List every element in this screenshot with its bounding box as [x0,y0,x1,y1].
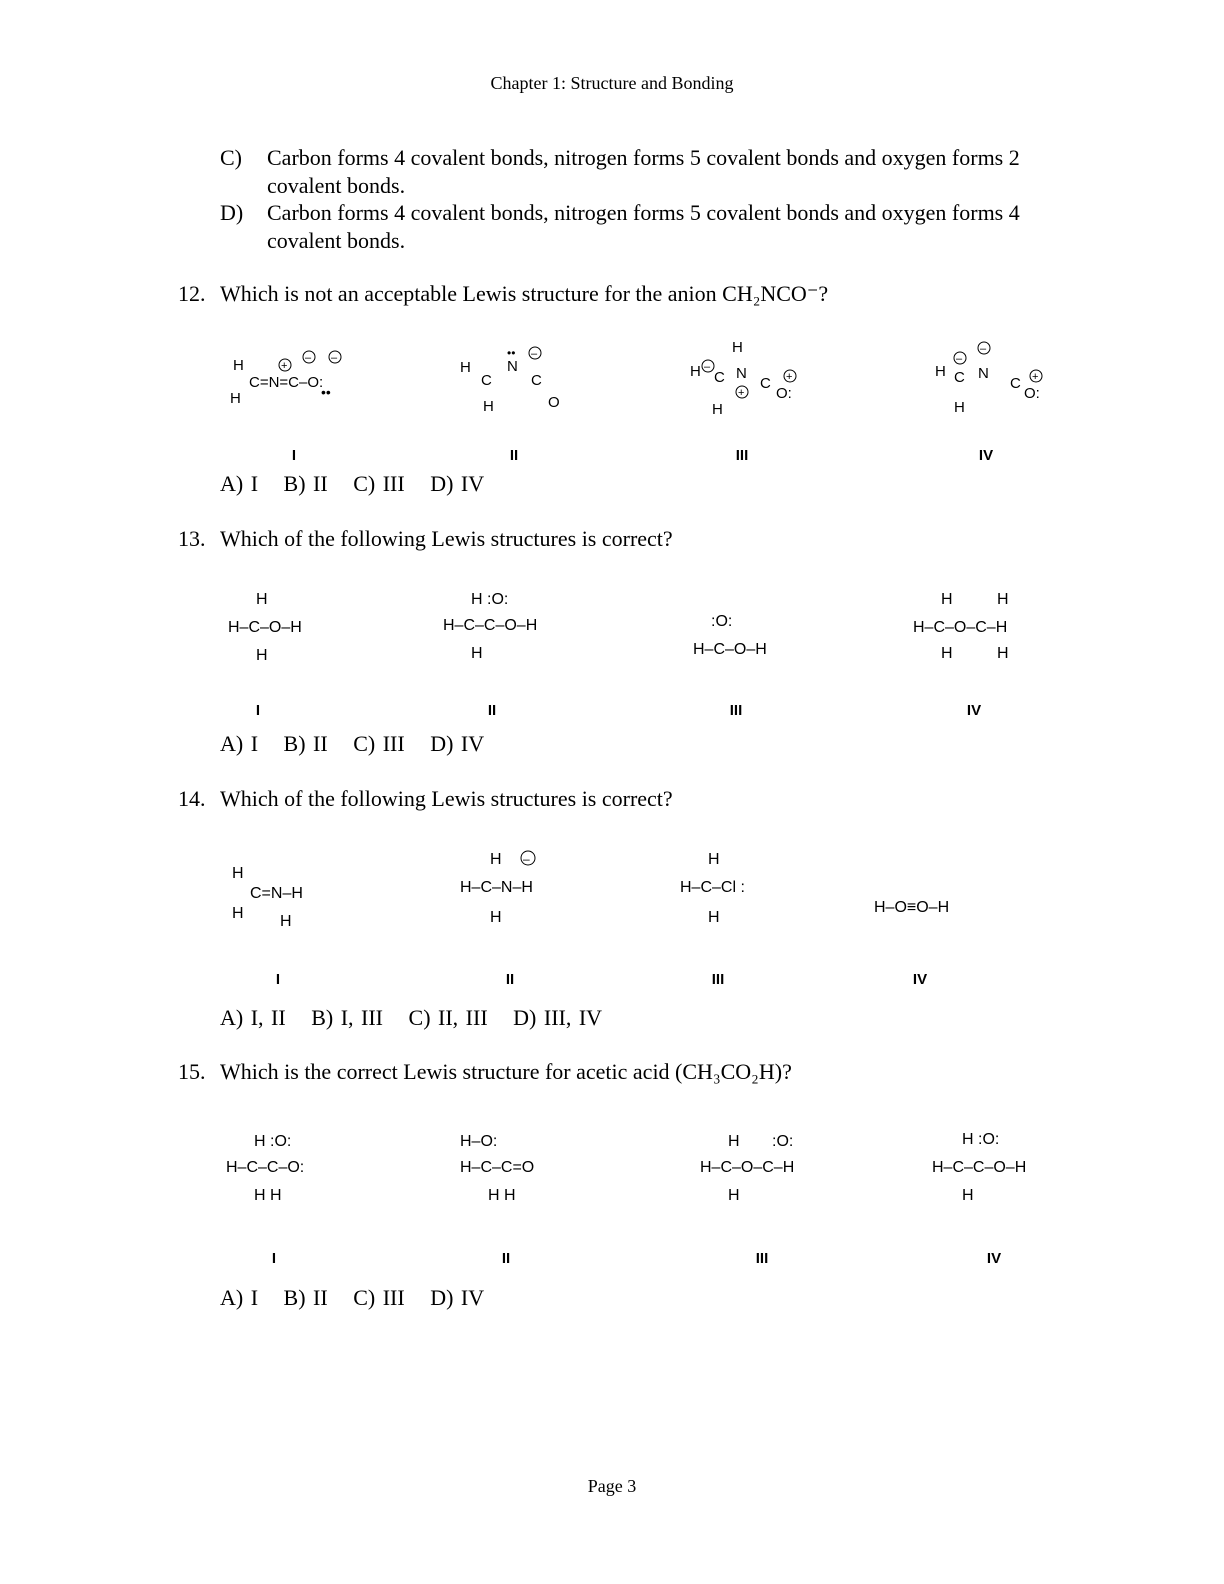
answer-choice[interactable]: D) IV [430,1285,485,1310]
question-text: Which is not an acceptable Lewis structure for the anion CH₂NCO⁻? [220,281,829,306]
answer-choices-14 [220,1005,620,1031]
svg-text:C: C [481,372,492,389]
structure-label-iii: III [729,702,743,719]
svg-text:H: H [962,1187,974,1204]
svg-text:H–O:: H–O: [460,1133,498,1150]
svg-text:–: – [305,352,312,364]
svg-text:O:: O: [1024,385,1040,402]
svg-text:H: H [483,398,494,415]
answer-choice[interactable]: A) I [220,1285,259,1310]
question-text: Which is the correct Lewis structure for acetic acid (CH₃CO₂H)? [220,1059,792,1084]
option-text: Carbon forms 4 covalent bonds, nitrogen forms 5 covalent bonds and oxygen forms 2 covalent bonds. [267,145,1020,198]
lewis-structure-12-i [225,345,355,415]
svg-text:H–C–C–O–H: H–C–C–O–H [932,1159,1027,1176]
svg-text:–: – [331,352,338,364]
svg-text:O:: O: [776,385,792,402]
answer-choice[interactable]: A) I [220,471,259,496]
svg-text:–: – [523,852,530,866]
svg-text:–: – [980,343,987,355]
svg-text:H: H [233,357,244,374]
structure-label-iv: IV [986,1250,1002,1267]
question-number: 14. [178,786,206,811]
svg-text:C: C [954,369,965,386]
question-text: Which of the following Lewis structures is correct? [220,786,673,811]
structure-label-i: I [275,971,281,988]
svg-text:H–C–O–C–H: H–C–O–C–H [913,619,1008,636]
svg-text:N: N [736,365,747,382]
option-d [0,199,1224,255]
answer-choices-13 [220,731,502,757]
lewis-structure-15-ii [460,1118,580,1208]
svg-text:H: H [232,905,244,922]
structure-label-ii: II [509,447,519,464]
lewis-structure-14-iii [680,846,790,926]
lewis-structure-12-ii [455,345,575,415]
svg-text:H: H [728,1187,740,1204]
page-header: Chapter 1: Structure and Bonding [490,73,734,93]
lewis-structure-12-iv [932,338,1052,418]
svg-text:C: C [531,372,542,389]
svg-text:••: •• [321,384,331,400]
lewis-structure-14-i [228,860,338,940]
svg-text:H: H [997,591,1009,608]
svg-text:H–C–O–H: H–C–O–H [693,641,767,658]
svg-text:–: – [531,348,538,360]
option-letter: C) [220,145,242,170]
structure-label-iv: IV [966,702,982,719]
svg-text:H: H [490,909,502,926]
lewis-structure-15-iv [932,1118,1072,1208]
svg-text:+: + [738,387,745,399]
answer-choice[interactable]: C) II, III [408,1005,488,1030]
answer-choice[interactable]: B) II [283,731,328,756]
svg-text:H :O:: H :O: [962,1131,1000,1148]
structure-label-iii: III [711,971,725,988]
svg-text:H: H [280,913,292,930]
svg-text:–: – [704,361,711,373]
lewis-structure-14-iv [874,890,984,920]
answer-choice[interactable]: D) III, IV [513,1005,603,1030]
svg-text:H H: H H [488,1187,516,1204]
answer-choice[interactable]: C) III [353,1285,405,1310]
svg-text:H: H [232,865,244,882]
answer-choices-12 [220,471,502,497]
option-text: Carbon forms 4 covalent bonds, nitrogen forms 5 covalent bonds and oxygen forms 4 covalent bonds. [267,200,1020,253]
svg-text::O:: :O: [711,613,733,630]
svg-text:H: H [941,591,953,608]
svg-text:C=N–H: C=N–H [250,885,303,902]
answer-choice[interactable]: B) II [283,1285,328,1310]
structure-label-ii: II [501,1250,511,1267]
svg-text:H: H [728,1133,740,1150]
svg-text:H: H [471,645,483,662]
lewis-structure-15-iii [700,1118,840,1208]
svg-text:C: C [760,375,771,392]
svg-text:H: H [732,339,743,356]
svg-text:H: H [997,645,1009,662]
svg-text:N: N [507,358,518,375]
svg-text:H :O:: H :O: [471,591,509,608]
answer-choices-15 [220,1285,502,1311]
lewis-structure-14-ii [460,846,580,926]
lewis-structure-12-iii [690,338,810,418]
answer-choice[interactable]: B) II [283,471,328,496]
lewis-structure-13-i [228,588,338,668]
svg-text:+: + [281,360,288,372]
svg-text:H–C–O–H: H–C–O–H [228,619,302,636]
svg-text:H–C–Cl :: H–C–Cl : [680,879,745,896]
svg-text:N: N [978,365,989,382]
question-number: 12. [178,281,206,306]
structure-label-ii: II [487,702,497,719]
lewis-structure-13-iv [913,586,1053,666]
svg-text:C=N=C–O:: C=N=C–O: [249,374,324,391]
lewis-structure-13-iii [693,608,803,668]
structure-label-iii: III [735,447,749,464]
structure-label-i: I [255,702,261,719]
svg-text:H–C–C=O: H–C–C=O [460,1159,535,1176]
structure-label-i: I [291,447,297,464]
svg-text:H–O≡O–H: H–O≡O–H [874,899,950,916]
svg-text:H: H [256,591,268,608]
svg-text:H: H [954,399,965,416]
svg-text:H: H [712,401,723,418]
question-number: 15. [178,1059,206,1084]
answer-choice[interactable]: C) III [353,731,405,756]
lewis-structure-13-ii [443,586,583,666]
svg-text:H–C–O–C–H: H–C–O–C–H [700,1159,795,1176]
svg-text:H: H [708,851,720,868]
svg-text:+: + [786,371,793,383]
svg-text:H–C–N–H: H–C–N–H [460,879,533,896]
svg-text:H–C–C–O:: H–C–C–O: [226,1159,305,1176]
svg-text:H: H [460,359,471,376]
answer-choice[interactable]: C) III [353,471,405,496]
svg-text:C: C [1010,375,1021,392]
structure-label-i: I [271,1250,277,1267]
option-letter: D) [220,200,244,225]
svg-text:H: H [690,363,701,380]
svg-text:H: H [708,909,720,926]
page-footer: Page 3 [587,1476,637,1496]
svg-text:O: O [548,394,560,411]
question-text: Which of the following Lewis structures is correct? [220,526,673,551]
answer-choice[interactable]: A) I, II [220,1005,286,1030]
svg-text:+: + [1032,371,1039,383]
svg-text:C: C [714,369,725,386]
lewis-structure-15-i [226,1118,346,1208]
svg-text:H: H [490,851,502,868]
option-c [0,144,1224,200]
svg-text:••: •• [507,346,516,360]
svg-text:H–C–C–O–H: H–C–C–O–H [443,617,538,634]
svg-text:H: H [941,645,953,662]
svg-text::O:: :O: [772,1133,794,1150]
svg-text:H: H [256,647,268,664]
svg-text:H: H [935,363,946,380]
svg-text:H H: H H [254,1187,282,1204]
structure-label-ii: II [505,971,515,988]
svg-text:–: – [956,353,963,365]
question-number: 13. [178,526,206,551]
structure-label-iv: IV [978,447,994,464]
structure-label-iii: III [755,1250,769,1267]
structure-label-iv: IV [912,971,928,988]
answer-choice[interactable]: B) I, III [311,1005,384,1030]
answer-choice[interactable]: D) IV [430,471,485,496]
svg-text:H :O:: H :O: [254,1133,292,1150]
answer-choice[interactable]: D) IV [430,731,485,756]
answer-choice[interactable]: A) I [220,731,259,756]
svg-text:H: H [230,390,241,407]
